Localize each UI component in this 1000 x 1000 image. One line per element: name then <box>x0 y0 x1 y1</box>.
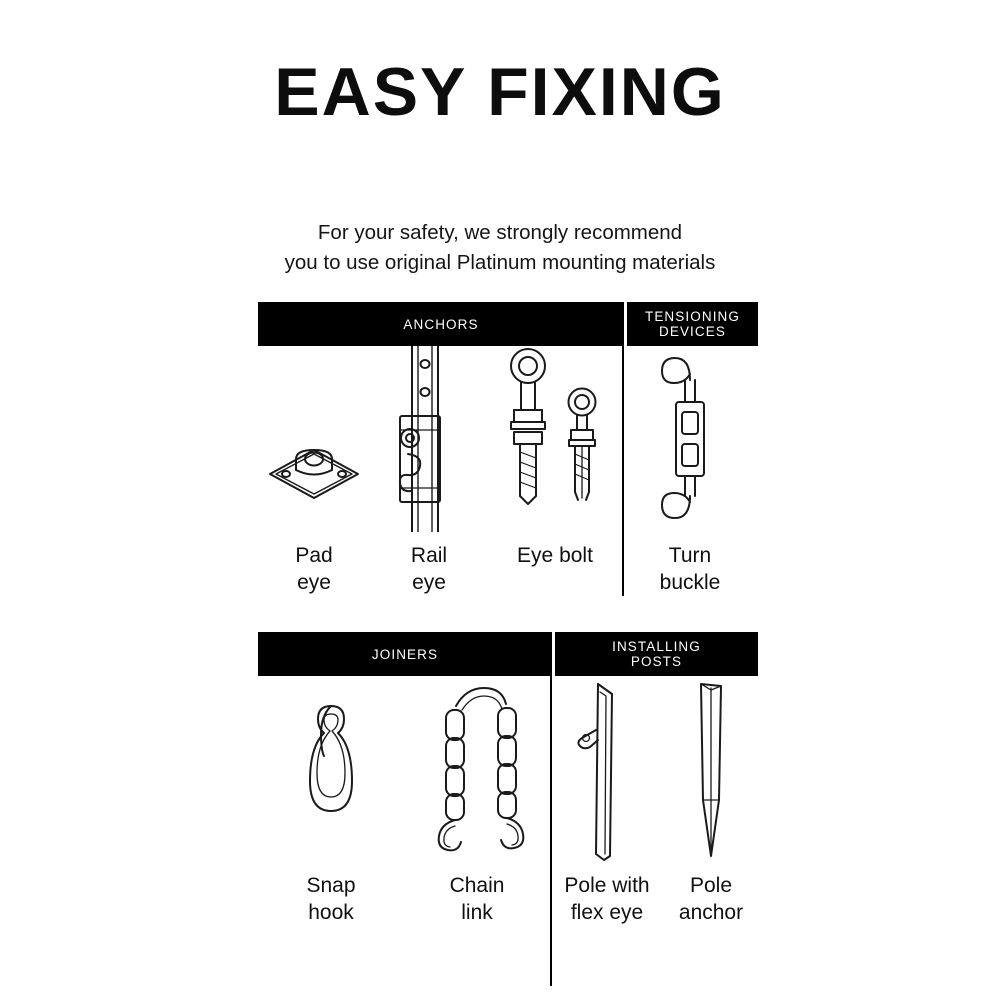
item-pad-eye <box>258 346 370 596</box>
caption-rail-eye: Rail eye <box>410 544 448 594</box>
pad-eye-icon <box>262 346 366 532</box>
pole-anchor-icon <box>675 676 747 862</box>
header-anchors: ANCHORS <box>403 316 479 332</box>
rail-eye-icon <box>374 346 484 532</box>
header-joiners: JOINERS <box>371 646 439 662</box>
section-joiners-header <box>258 632 758 676</box>
pole-flex-eye-icon <box>564 676 650 862</box>
caption-chain-link: Chain link <box>449 874 505 924</box>
caption-pole-flex-eye: Pole with flex eye <box>564 874 650 924</box>
item-snap-hook <box>258 676 404 926</box>
item-pole-flex-eye <box>550 676 664 926</box>
header-tensioning-devices: TENSIONING DEVICES <box>624 302 758 346</box>
item-rail-eye <box>370 346 488 596</box>
caption-pole-anchor: Pole anchor <box>678 874 744 924</box>
caption-pad-eye: Pad eye <box>295 544 333 594</box>
page-title: EASY FIXING <box>274 54 726 130</box>
eye-bolt-icon <box>492 346 618 532</box>
item-turn-buckle <box>622 346 758 596</box>
section-joiners <box>258 632 758 926</box>
section-anchors <box>258 302 758 596</box>
intro-line-2: you to use original Platinum mounting materials <box>284 251 716 274</box>
caption-eye-bolt: Eye bolt <box>517 544 593 567</box>
header-installing-posts: INSTALLING POSTS <box>552 632 758 676</box>
section-anchors-body <box>258 346 758 596</box>
intro-text <box>0 218 1000 278</box>
intro-line-1: For your safety, we strongly recommend <box>317 221 683 244</box>
item-eye-bolt <box>488 346 622 596</box>
item-chain-link <box>404 676 550 926</box>
item-pole-anchor <box>664 676 758 926</box>
section-anchors-header <box>258 302 758 346</box>
caption-turn-buckle: Turn buckle <box>659 544 721 594</box>
chain-link-icon <box>412 676 542 862</box>
turn-buckle-icon <box>630 346 750 532</box>
caption-snap-hook: Snap hook <box>306 874 356 924</box>
snap-hook-icon <box>286 676 376 862</box>
section-joiners-body <box>258 676 758 926</box>
